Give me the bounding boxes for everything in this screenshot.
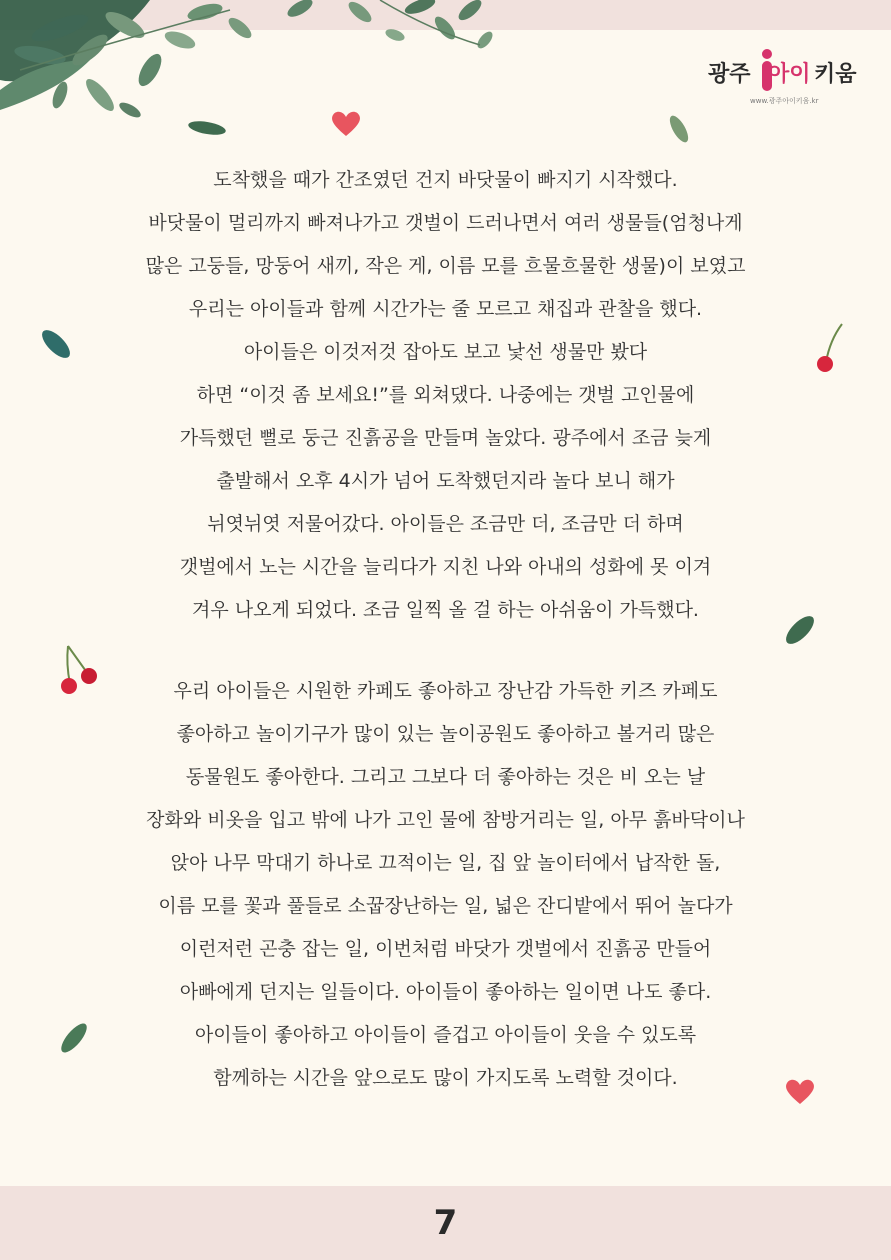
logo-text-mid: 아이 [768, 62, 811, 87]
text-line: 우리는 아이들과 함께 시간가는 줄 모르고 채집과 관찰을 했다. [188, 298, 703, 320]
logo-text-right: 키움 [814, 62, 857, 87]
text-line: 장화와 비옷을 입고 밖에 나가 고인 물에 참방거리는 일, 아무 흙바닥이나 [146, 809, 745, 831]
text-line: 이런저런 곤충 잡는 일, 이번처럼 바닷가 갯벌에서 진흙공 만들어 [179, 938, 712, 960]
leaf-icon [666, 112, 692, 146]
foliage-decoration [0, 0, 520, 140]
text-line: 도착했을 때가 간조였던 건지 바닷물이 빠지기 시작했다. [213, 169, 678, 191]
heart-icon [330, 108, 362, 138]
leaf-icon [186, 118, 228, 138]
logo-text-left: 광주 [708, 62, 751, 87]
text-line: 뉘엿뉘엿 저물어갔다. 아이들은 조금만 더, 조금만 더 하며 [207, 513, 684, 535]
text-line: 갯벌에서 노는 시간을 늘리다가 지친 나와 아내의 성화에 못 이겨 [179, 556, 712, 578]
page-number: 7 [433, 1203, 458, 1243]
text-line: 아이들이 좋아하고 아이들이 즐겁고 아이들이 웃을 수 있도록 [194, 1024, 697, 1046]
text-line: 출발해서 오후 4시가 넘어 도착했던지라 놀다 보니 해가 [216, 470, 675, 492]
text-line: 좋아하고 놀이기구가 많이 있는 놀이공원도 좋아하고 볼거리 많은 [176, 723, 715, 745]
text-line: 하면 “이것 좀 보세요!”를 외쳐댔다. 나중에는 갯벌 고인물에 [196, 384, 695, 406]
text-line: 겨우 나오게 되었다. 조금 일찍 올 걸 하는 아쉬움이 가득했다. [192, 599, 699, 621]
text-line: 앉아 나무 막대기 하나로 끄적이는 일, 집 앞 놀이터에서 납작한 돌, [170, 852, 721, 874]
paragraph-2 [70, 670, 821, 1100]
text-line: 바닷물이 멀리까지 빠져나가고 갯벌이 드러나면서 여러 생물들(엄청나게 [148, 212, 743, 234]
text-line: 아빠에게 던지는 일들이다. 아이들이 좋아하는 일이면 나도 좋다. [179, 981, 712, 1003]
text-line: 가득했던 뻘로 둥근 진흙공을 만들며 놀았다. 광주에서 조금 늦게 [179, 427, 712, 449]
text-line: 함께하는 시간을 앞으로도 많이 가지도록 노력할 것이다. [213, 1067, 678, 1089]
text-line: 우리 아이들은 시원한 카페도 좋아하고 장난감 가득한 키즈 카페도 [173, 680, 718, 702]
paragraph-1 [70, 159, 821, 632]
text-line: 동물원도 좋아한다. 그리고 그보다 더 좋아하는 것은 비 오는 날 [185, 766, 706, 788]
text-line: 아이들은 이것저것 잡아도 보고 낯선 생물만 봤다 [243, 341, 648, 363]
logo-url: www.광주아이키움.kr [750, 97, 819, 105]
logo [706, 48, 866, 108]
text-line: 이름 모를 꽃과 풀들로 소꿉장난하는 일, 넓은 잔디밭에서 뛰어 놀다가 [158, 895, 733, 917]
text-line: 많은 고둥들, 망둥어 새끼, 작은 게, 이름 모를 흐물흐물한 생물)이 보였고 [145, 255, 746, 277]
